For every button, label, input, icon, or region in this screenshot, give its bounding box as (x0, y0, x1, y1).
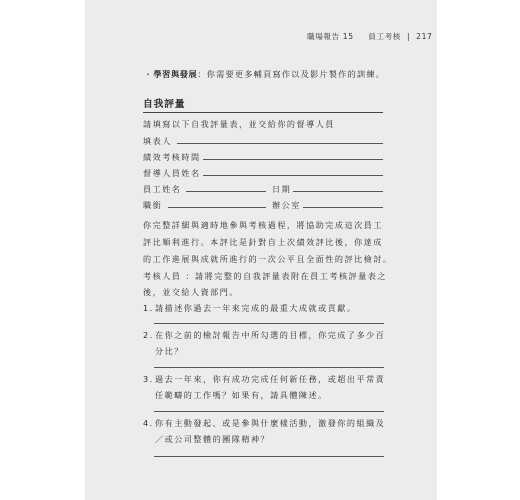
question-4-line-1: 你有主動發起、或是參與什麼樣活動，激發你的組織及 (155, 418, 386, 428)
field-line-filler[interactable] (177, 143, 383, 144)
intro-line-2: 評比順利進行。本評比是針對自上次績效評比後，你達成 (143, 237, 383, 247)
question-1-line-1: 請描述你過去一年來完成的最重大成就或貢獻。 (155, 303, 357, 313)
answer-line-2[interactable] (154, 367, 384, 368)
answer-line-3[interactable] (154, 411, 384, 412)
section-title: 自我評量 (143, 99, 186, 110)
field-line-period[interactable] (203, 159, 383, 160)
question-2-line-2: 分比？ (155, 346, 184, 356)
field-label-office: 辦公室 (272, 200, 301, 210)
title-rule (143, 112, 383, 113)
field-label-employee: 員工姓名 (143, 184, 182, 194)
intro-line-4: 考核人員 ：請將完整的自我評量表附在員工考核評量表之 (143, 271, 387, 281)
intro-line-5: 後，並交給人資部門。 (143, 287, 239, 297)
question-1-number: 1. (143, 303, 154, 313)
field-line-supervisor[interactable] (203, 175, 383, 176)
bullet-text: ：你需要更多輔頁寫作以及影片製作的訓練。 (197, 69, 386, 79)
header-section: 員工考核 (368, 32, 401, 41)
field-line-employee[interactable] (186, 191, 266, 192)
header-chapter: 職場報告 15 (307, 32, 354, 41)
intro-line-1: 你完整詳細與適時地參與考核過程，將協助完成這次員工 (143, 220, 383, 230)
question-3-number: 3. (143, 374, 154, 384)
field-line-date[interactable] (293, 191, 383, 192)
bullet-label: 學習與發展 (153, 69, 198, 79)
question-3-line-1: 過去一年來，你有成功完成任何新任務，或超出平常責 (155, 374, 386, 384)
question-2-number: 2. (143, 330, 154, 340)
field-line-office[interactable] (303, 207, 383, 208)
answer-line-1[interactable] (154, 323, 384, 324)
field-label-title: 職銜 (143, 200, 163, 210)
page-number: 217 (416, 32, 433, 41)
question-3-line-2: 任範疇的工作嗎？如果有，請具體陳述。 (155, 390, 328, 400)
form-instruction: 請填寫以下自我評量表，並交給你的督導人員 (143, 119, 335, 129)
question-4-line-2: ／或公司整體的團隊精神？ (155, 434, 271, 444)
running-header (307, 31, 432, 42)
bullet-marker: ・ (144, 69, 154, 79)
header-separator-a (360, 32, 363, 41)
field-label-date: 日期 (272, 184, 292, 194)
intro-line-3: 的工作進展與成就所進行的一次公平且全面性的評比檢討。 (143, 254, 393, 264)
answer-line-4[interactable] (154, 456, 384, 457)
question-4-number: 4. (143, 418, 154, 428)
field-label-supervisor: 督導人員姓名 (143, 168, 201, 178)
field-label-period: 績效考核時間 (143, 152, 201, 162)
field-line-title[interactable] (168, 207, 266, 208)
question-2-line-1: 在你之前的檢討報告中所勾選的目標，你完成了多少百 (155, 330, 386, 340)
field-label-filler: 填表人 (143, 136, 172, 146)
bullet-learning-development (144, 69, 385, 80)
header-separator: | (406, 32, 411, 41)
